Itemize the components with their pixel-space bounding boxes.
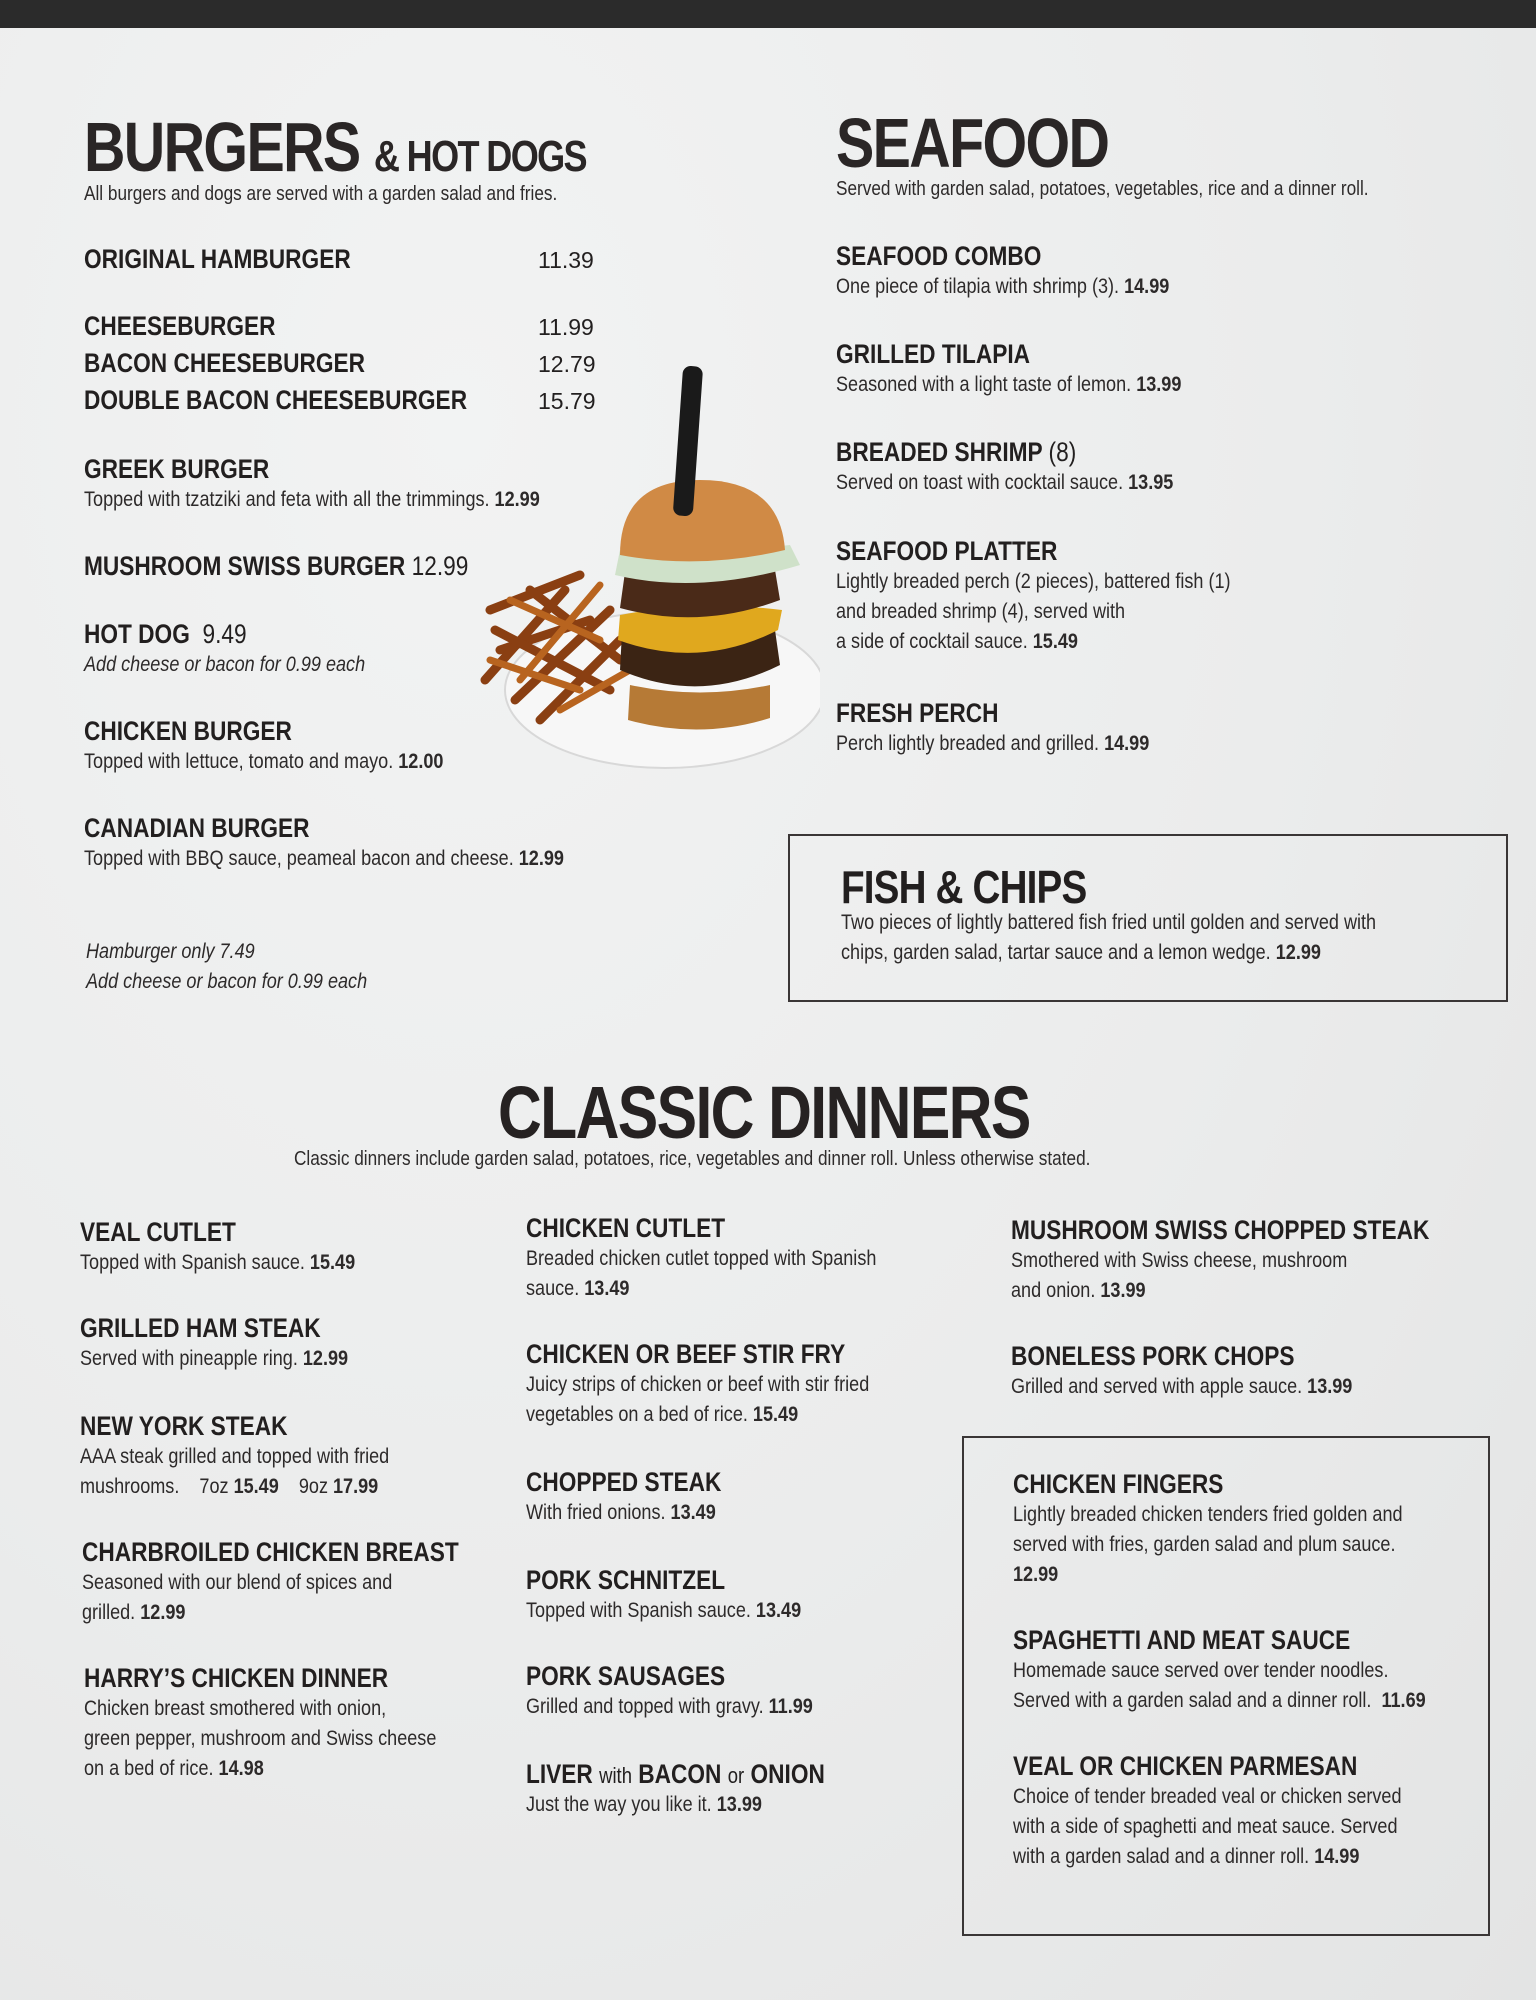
item-name: MUSHROOM SWISS CHOPPED STEAK [1011,1215,1430,1245]
item-price: 12.99 [1275,941,1321,964]
item-price: 13.49 [584,1277,630,1301]
item-desc: Topped with tzatziki and feta with all the trimmings. 12.99 [84,488,540,512]
canadian-burger [84,812,642,874]
burger-item [84,310,312,342]
item-name: CHICKEN FINGERS [1013,1469,1224,1499]
item-name: CHOPPED STEAK [526,1467,722,1497]
item-price: 11.99 [768,1695,813,1719]
item-name: HOT DOG 9.49 [84,619,247,649]
item-price: 12.99 [518,847,564,871]
item-price: 15.49 [1032,630,1078,654]
seafood-platter [836,535,1295,657]
chicken-cutlet [526,1212,933,1304]
boneless-pork-chops [1011,1340,1408,1402]
item-desc: Topped with BBQ sauce, peameal bacon and cheese. 12.99 [84,847,564,871]
item-desc: With fried onions. 13.49 [526,1501,716,1525]
item-name: ORIGINAL HAMBURGER [84,244,351,274]
seafood-subtitle: Served with garden salad, potatoes, vegetables, rice and a dinner roll. [836,178,1369,200]
item-desc: Served with pineapple ring. 12.99 [80,1347,349,1371]
item-price: 15.49 [309,1251,356,1275]
chicken-or-beef-stir-fry [526,1338,925,1430]
item-name: CHICKEN OR BEEF STIR FRY [526,1339,846,1369]
item-name: DOUBLE BACON CHEESEBURGER [84,385,468,415]
item-desc: Lightly breaded perch (2 pieces), battered fish (1) and breaded shrimp (4), served with a side of cocktail sauce. 15.49 [836,570,1231,654]
item-price: 14.98 [218,1757,264,1781]
item-name: GRILLED HAM STEAK [80,1313,321,1343]
item-desc: Choice of tender breaded veal or chicken served with a side of spaghetti and meat sauce. Served with a garden salad and a dinner roll. 14.99 [1013,1785,1402,1869]
item-price: 12.00 [398,750,444,774]
item-desc: Topped with Spanish sauce. 15.49 [80,1251,356,1275]
item-price: 13.99 [716,1793,762,1817]
item-name: SPAGHETTI AND MEAT SAUCE [1013,1625,1351,1655]
item-price: 12.99 [302,1347,349,1371]
burgers-title-main: BURGERS [84,108,360,186]
breaded-shrimp [836,436,1228,498]
chicken-burger [84,715,502,777]
item-name: CHARBROILED CHICKEN BREAST [82,1537,459,1567]
item-price: 12.99 [411,551,469,581]
burger-item [84,243,402,275]
spaghetti-and-meat-sauce [1013,1624,1493,1716]
charbroiled-chicken-breast [82,1536,531,1628]
fish-and-chips-title: FISH & CHIPS [841,861,1087,913]
item-name: PORK SAUSAGES [526,1661,726,1691]
burgers-title-hotdogs: & HOT DOGS [373,132,586,181]
item-price: 12.99 [140,1601,186,1625]
item-price: 15.49 [233,1475,279,1499]
item-name: BONELESS PORK CHOPS [1011,1341,1295,1371]
item-desc: Homemade sauce served over tender noodles. Served with a garden salad and a dinner roll. 11.69 [1013,1659,1426,1713]
item-price: 13.49 [755,1599,802,1623]
harrys-chicken-dinner [84,1662,494,1784]
item-price: 12.79 [538,351,596,377]
classic-dinners-subtitle: Classic dinners include garden salad, potatoes, rice, vegetables and dinner roll. Unless otherwise stated. [294,1148,1091,1170]
item-desc: Chicken breast smothered with onion, green pepper, mushroom and Swiss cheese on a bed of rice. 14.98 [84,1697,437,1781]
classic-dinners-title: CLASSIC DINNERS [498,1071,1030,1154]
item-price: 13.99 [1307,1375,1353,1399]
item-name: LIVER with BACON or ONION [526,1759,825,1789]
item-desc: Topped with Spanish sauce. 13.49 [526,1599,802,1623]
item-price: 14.99 [1314,1845,1360,1869]
seafood-combo [836,240,1224,302]
item-price: 13.49 [670,1501,716,1525]
item-name: MUSHROOM SWISS BURGER 12.99 [84,551,469,581]
item-price: 11.99 [538,314,594,340]
item-name: FRESH PERCH [836,698,999,728]
grilled-tilapia [836,338,1238,400]
burger-item [84,347,419,379]
item-desc: Seasoned with our blend of spices and grilled. 12.99 [82,1571,393,1625]
item-desc: Lightly breaded chicken tenders fried golden and served with fries, garden salad and plum sauce. 12.99 [1013,1503,1403,1587]
item-desc: Grilled and topped with gravy. 11.99 [526,1695,813,1719]
item-desc: Just the way you like it. 13.99 [526,1793,762,1817]
chopped-steak [526,1466,759,1528]
item-desc: Perch lightly breaded and grilled. 14.99 [836,732,1150,756]
hot-dog [84,618,411,680]
grilled-ham-steak [80,1312,392,1374]
liver [526,1758,882,1820]
item-price: 13.99 [1100,1279,1146,1303]
fish-and-chips-desc: Two pieces of lightly battered fish fried until golden and served with chips, garden salad, tartar sauce and a lemon wedge. 12.99 [841,911,1377,964]
chicken-fingers [1013,1468,1466,1590]
new-york-steak [80,1410,440,1502]
item-desc: Topped with lettuce, tomato and mayo. 12.00 [84,750,444,774]
item-name: GRILLED TILAPIA [836,339,1031,369]
item-name: SEAFOOD PLATTER [836,536,1058,566]
item-name: CHEESEBURGER [84,311,276,341]
burgers-title [84,108,586,186]
veal-or-chicken-parmesan [1013,1750,1465,1872]
fresh-perch [836,697,1200,759]
item-name: SEAFOOD COMBO [836,241,1042,271]
item-name: CHICKEN CUTLET [526,1213,726,1243]
item-price: 12.99 [1013,1563,1059,1587]
item-desc: Juicy strips of chicken or beef with stir fried vegetables on a bed of rice. 15.49 [526,1373,870,1427]
item-name: BREADED SHRIMP (8) [836,437,1077,467]
burger-notes [86,937,413,997]
item-name: GREEK BURGER [84,454,270,484]
pork-schnitzel [526,1564,846,1626]
burgers-subtitle: All burgers and dogs are served with a garden salad and fries. [84,183,558,205]
item-name: HARRY’S CHICKEN DINNER [84,1663,389,1693]
item-name: BACON CHEESEBURGER [84,348,366,378]
item-name: NEW YORK STEAK [80,1411,288,1441]
item-price: 13.95 [1128,471,1174,495]
item-desc: Seasoned with a light taste of lemon. 13.99 [836,373,1182,397]
fish-and-chips-box [788,834,1508,1002]
item-desc: Smothered with Swiss cheese, mushroom and onion. 13.99 [1011,1249,1348,1303]
veal-cutlet [80,1216,400,1278]
item-name: VEAL OR CHICKEN PARMESAN [1013,1751,1358,1781]
burger-photo [470,360,820,770]
item-price: 17.99 [333,1475,379,1499]
item-price: 14.99 [1104,732,1150,756]
item-desc: Served on toast with cocktail sauce. 13.95 [836,471,1174,495]
item-desc: AAA steak grilled and topped with fried mushrooms. 7oz 15.49 9oz 17.99 [80,1445,390,1499]
item-price: 11.69 [1381,1689,1426,1713]
note-line: Add cheese or bacon for 0.99 each [86,970,368,993]
item-price: 14.99 [1124,275,1170,299]
item-price: 15.49 [752,1403,799,1427]
item-name: VEAL CUTLET [80,1217,236,1247]
item-desc: Breaded chicken cutlet topped with Spanish sauce. 13.49 [526,1247,877,1301]
item-price: 13.99 [1136,373,1182,397]
note-line: Hamburger only 7.49 [86,940,255,963]
top-edge [0,0,1536,28]
item-desc: One piece of tilapia with shrimp (3). 14.99 [836,275,1170,299]
item-price: 12.99 [494,488,540,512]
item-name: CANADIAN BURGER [84,813,310,843]
specials-box [962,1436,1490,1936]
item-price: 11.39 [538,247,594,273]
seafood-title: SEAFOOD [836,104,1109,182]
item-note: Add cheese or bacon for 0.99 each [84,653,366,677]
pork-sausages [526,1660,860,1722]
item-desc: Grilled and served with apple sauce. 13.99 [1011,1375,1353,1399]
item-price: 9.49 [202,619,247,649]
item-price: 15.79 [538,388,596,414]
item-name: CHICKEN BURGER [84,716,292,746]
item-name: PORK SCHNITZEL [526,1565,726,1595]
mushroom-swiss-chopped-steak [1011,1214,1509,1306]
